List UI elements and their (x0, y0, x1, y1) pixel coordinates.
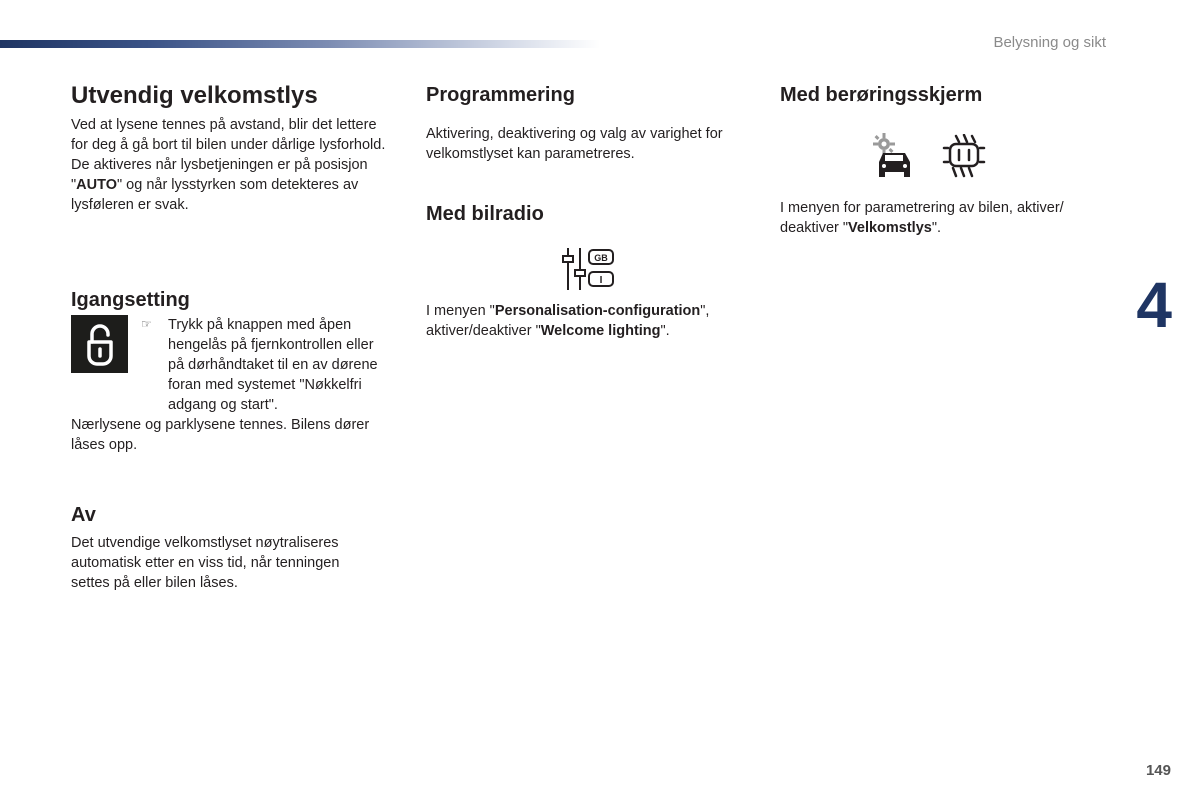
activation-heading: Igangsetting (71, 289, 190, 311)
page-title: Utvendig velkomstlys (71, 82, 318, 109)
touchscreen-paragraph: I menyen for parametrering av bilen, aktiver/ deaktiver "Velkomstlys". (780, 200, 1064, 236)
radio-settings-icon (562, 246, 616, 297)
programming-heading: Programmering (426, 84, 575, 106)
off-heading: Av (71, 504, 96, 526)
chapter-number: 4 (1136, 269, 1172, 341)
radio-option-name: Welcome lighting (540, 323, 661, 339)
welcome-lighting-icon (942, 134, 986, 183)
vehicle-settings-icon (872, 132, 918, 183)
svg-text:GB: GB (594, 253, 608, 263)
radio-menu-name: Personalisation-configuration (494, 303, 701, 319)
svg-text:I: I (599, 275, 603, 286)
pointing-hand-icon: ☞ (141, 317, 152, 331)
radio-heading: Med bilradio (426, 203, 544, 225)
activation-result: Nærlysene og parklysene tennes. Bilens dører låses opp. (71, 417, 370, 453)
touchscreen-option-name: Velkomstlys (848, 220, 932, 236)
intro-paragraph: Ved at lysene tennes på avstand, blir det lettere for deg å gå bort til bilen under dårlige lysforhold. De aktiveres når lysbetjeningen er på posisjon "AUTO" og når lysstyrken som detekteres av lysføleren er svak. (71, 117, 386, 213)
touchscreen-heading: Med berøringsskjerm (780, 84, 983, 106)
page-number: 149 (1145, 762, 1171, 779)
section-name: Belysning og sikt (993, 34, 1106, 51)
radio-paragraph: I menyen "Personalisation-configuration", aktiver/deaktiver "Welcome lighting". (426, 303, 710, 339)
programming-paragraph: Aktivering, deaktivering og valg av varighet for velkomstlyset kan parametreres. (426, 126, 723, 162)
auto-position-label: AUTO (76, 177, 117, 193)
off-paragraph: Det utvendige velkomstlyset nøytraliseres automatisk etter en viss tid, når tenningen settes på eller bilen låses. (71, 535, 340, 591)
header-gradient-bar (0, 40, 600, 48)
activation-instruction: Trykk på knappen med åpen hengelås på fjernkontrollen eller på dørhåndtaket til en av dørene foran med systemet "Nøkkelfri adgang og start". (168, 317, 378, 413)
unlock-icon (71, 315, 128, 373)
